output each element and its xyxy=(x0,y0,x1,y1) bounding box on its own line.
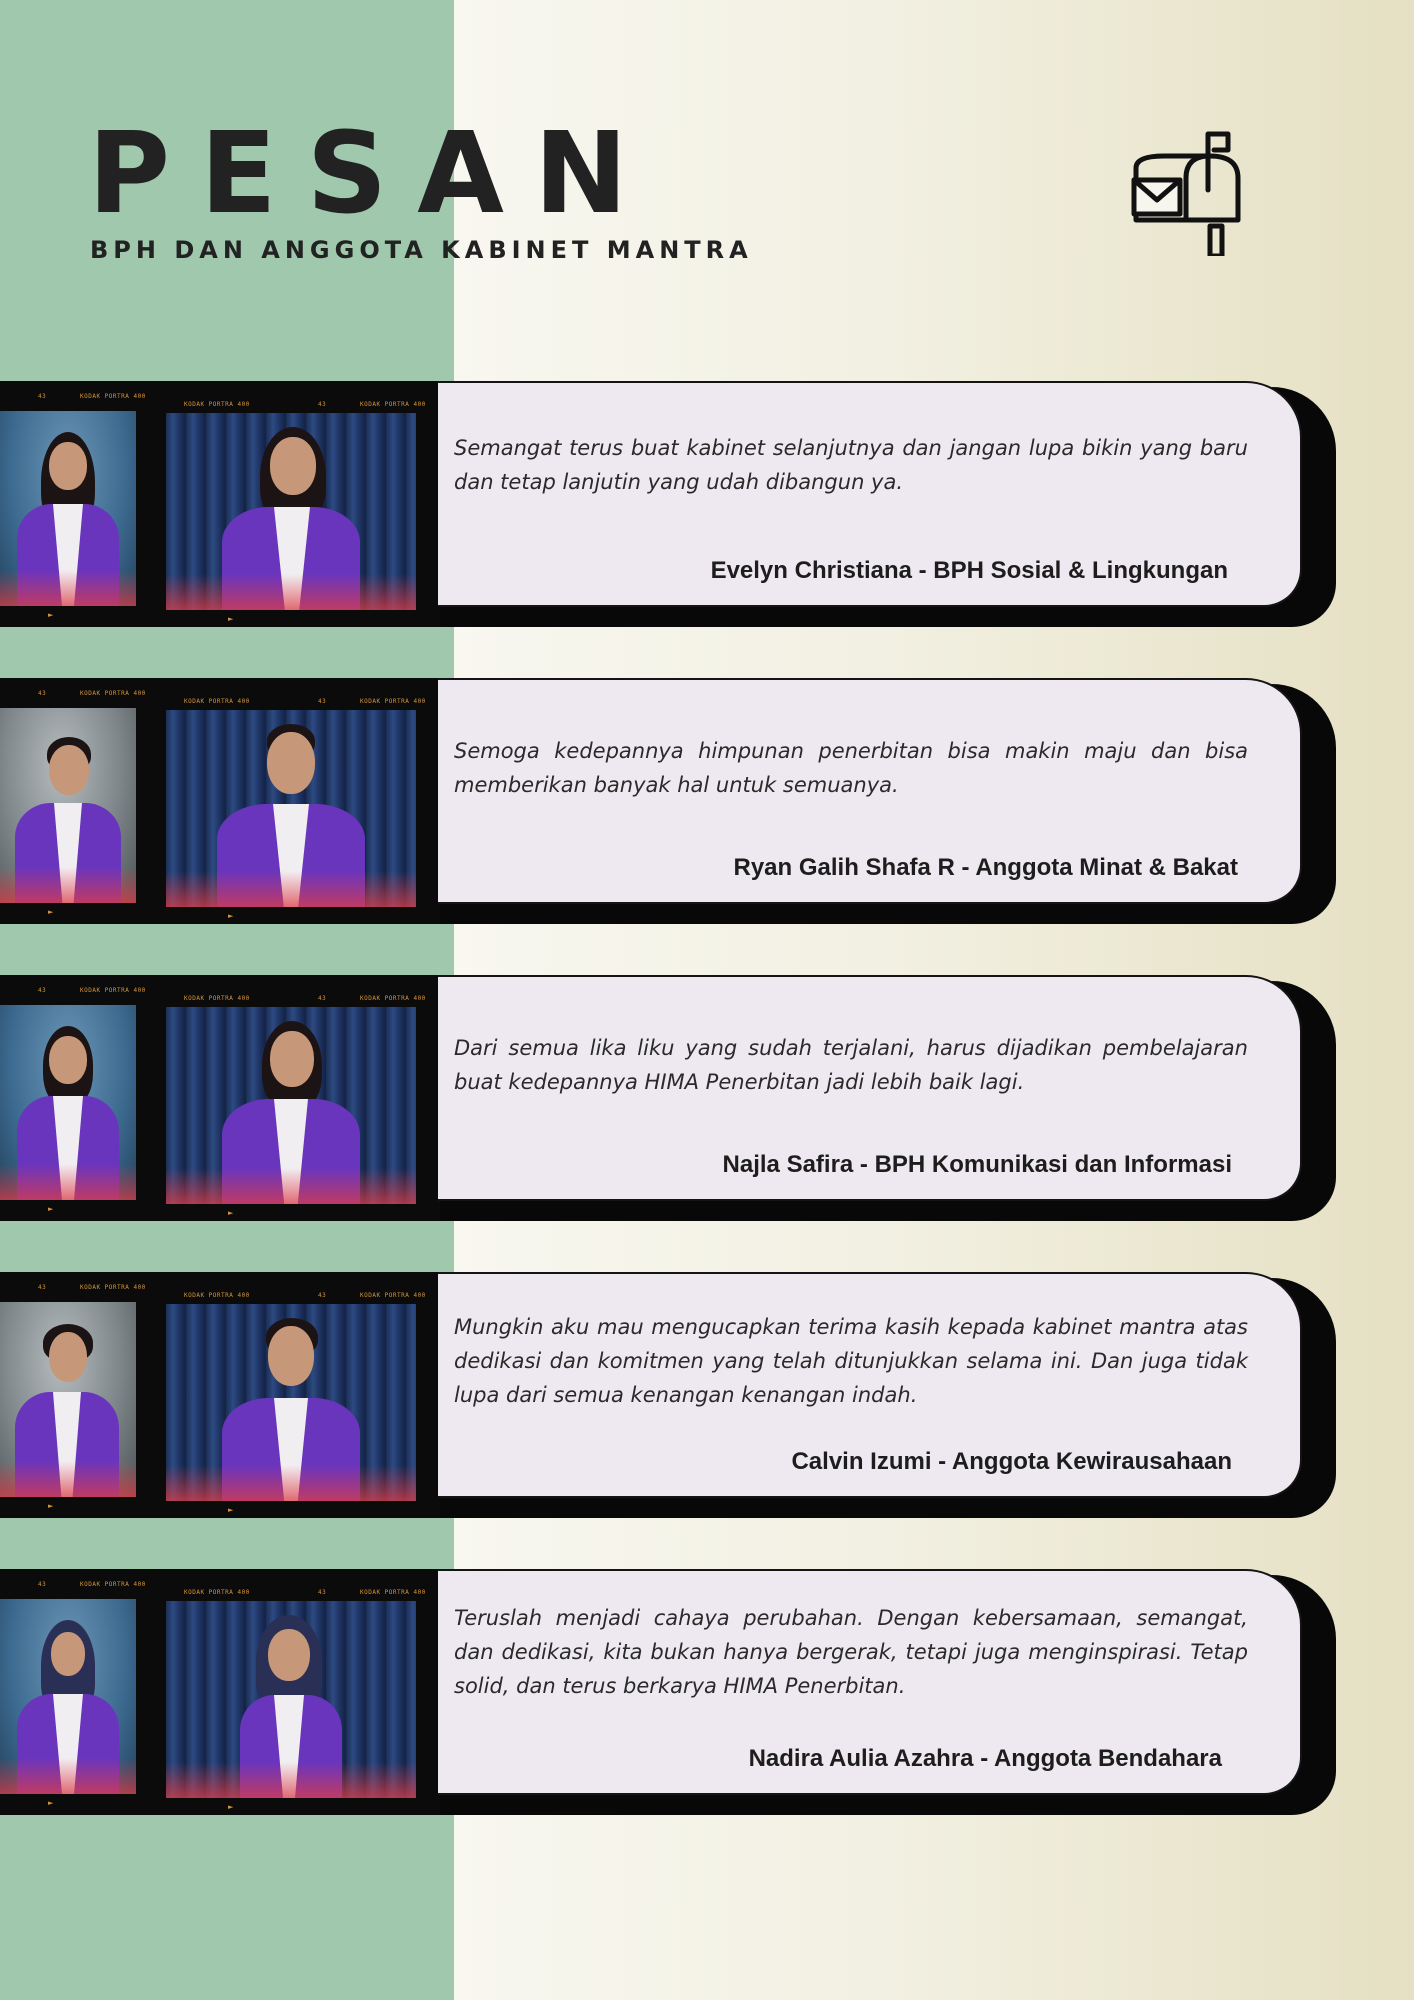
film-arrow-icon: ► xyxy=(228,1803,234,1811)
film-arrow-icon: ► xyxy=(228,1209,234,1217)
film-arrow-icon: ► xyxy=(228,912,234,920)
message-row-5 xyxy=(0,1569,1340,1819)
portrait-photo xyxy=(166,1601,416,1798)
message-row-3 xyxy=(0,975,1340,1225)
film-label: KODAK PORTRA 400 xyxy=(80,690,146,697)
portrait-photo xyxy=(166,1007,416,1204)
film-label: KODAK PORTRA 400 xyxy=(360,1589,426,1596)
film-arrow-icon: ► xyxy=(48,908,54,916)
film-label: 43 xyxy=(318,1292,327,1299)
message-quote: Semangat terus buat kabinet selanjutnya dan jangan lupa bikin yang baru dan tetap lanjutin yang udah dibangun ya. xyxy=(454,436,1248,494)
portrait-photo xyxy=(0,411,136,606)
message-row-1 xyxy=(0,381,1340,631)
message-card xyxy=(438,1272,1302,1498)
page-subtitle: BPH DAN ANGGOTA KABINET MANTRA xyxy=(90,236,753,264)
film-arrow-icon: ► xyxy=(48,1799,54,1807)
film-label: KODAK PORTRA 400 xyxy=(184,401,250,408)
film-label: KODAK PORTRA 400 xyxy=(360,401,426,408)
film-label: 43 xyxy=(38,987,47,994)
film-label: KODAK PORTRA 400 xyxy=(360,995,426,1002)
portrait-photo xyxy=(166,1304,416,1501)
message-quote: Mungkin aku mau mengucapkan terima kasih kepada kabinet mantra atas dedikasi dan komitmen yang telah ditunjukkan selama ini. Dan juga tidak lupa dari semua kenangan kenangan indah. xyxy=(454,1315,1248,1407)
message-quote: Teruslah menjadi cahaya perubahan. Dengan kebersamaan, semangat, dan dedikasi, kita bukan hanya bergerak, tetapi juga menginspirasi. Tetap solid, dan terus berkarya HIMA Penerbitan. xyxy=(454,1606,1248,1698)
film-arrow-icon: ► xyxy=(48,611,54,619)
portrait-photo xyxy=(0,708,136,903)
film-strip xyxy=(0,1272,440,1518)
message-author: Najla Safira - BPH Komunikasi dan Informasi xyxy=(722,1151,1232,1178)
portrait-photo xyxy=(166,413,416,610)
film-strip xyxy=(0,975,440,1221)
film-label: KODAK PORTRA 400 xyxy=(80,393,146,400)
film-arrow-icon: ► xyxy=(48,1502,54,1510)
film-label: 43 xyxy=(318,401,327,408)
message-row-4 xyxy=(0,1272,1340,1522)
film-arrow-icon: ► xyxy=(228,1506,234,1514)
film-label: KODAK PORTRA 400 xyxy=(360,1292,426,1299)
film-label: KODAK PORTRA 400 xyxy=(80,1284,146,1291)
message-card xyxy=(438,975,1302,1201)
portrait-photo xyxy=(0,1005,136,1200)
page-title: PESAN xyxy=(88,109,658,239)
film-label: 43 xyxy=(318,698,327,705)
film-label: KODAK PORTRA 400 xyxy=(184,995,250,1002)
film-label: KODAK PORTRA 400 xyxy=(360,698,426,705)
portrait-photo xyxy=(0,1599,136,1794)
film-label: KODAK PORTRA 400 xyxy=(80,1581,146,1588)
film-label: 43 xyxy=(38,393,47,400)
film-label: KODAK PORTRA 400 xyxy=(184,1589,250,1596)
message-author: Ryan Galih Shafa R - Anggota Minat & Bakat xyxy=(733,854,1238,881)
film-arrow-icon: ► xyxy=(228,615,234,623)
message-quote: Semoga kedepannya himpunan penerbitan bisa makin maju dan bisa memberikan banyak hal untuk semuanya. xyxy=(454,739,1248,797)
film-label: 43 xyxy=(318,1589,327,1596)
mailbox-icon xyxy=(1130,130,1250,256)
message-author: Nadira Aulia Azahra - Anggota Bendahara xyxy=(748,1745,1222,1772)
film-label: 43 xyxy=(318,995,327,1002)
message-quote: Dari semua lika liku yang sudah terjalani, harus dijadikan pembelajaran buat kedepannya HIMA Penerbitan jadi lebih baik lagi. xyxy=(454,1036,1248,1094)
message-card xyxy=(438,678,1302,904)
film-label: KODAK PORTRA 400 xyxy=(184,698,250,705)
film-strip xyxy=(0,381,440,627)
message-author: Calvin Izumi - Anggota Kewirausahaan xyxy=(791,1448,1232,1475)
film-label: 43 xyxy=(38,1284,47,1291)
film-label: KODAK PORTRA 400 xyxy=(80,987,146,994)
film-label: 43 xyxy=(38,1581,47,1588)
message-row-2 xyxy=(0,678,1340,928)
film-label: KODAK PORTRA 400 xyxy=(184,1292,250,1299)
portrait-photo xyxy=(166,710,416,907)
film-arrow-icon: ► xyxy=(48,1205,54,1213)
film-strip xyxy=(0,678,440,924)
message-card xyxy=(438,1569,1302,1795)
portrait-photo xyxy=(0,1302,136,1497)
message-card xyxy=(438,381,1302,607)
message-author: Evelyn Christiana - BPH Sosial & Lingkungan xyxy=(710,557,1228,584)
film-strip xyxy=(0,1569,440,1815)
film-label: 43 xyxy=(38,690,47,697)
